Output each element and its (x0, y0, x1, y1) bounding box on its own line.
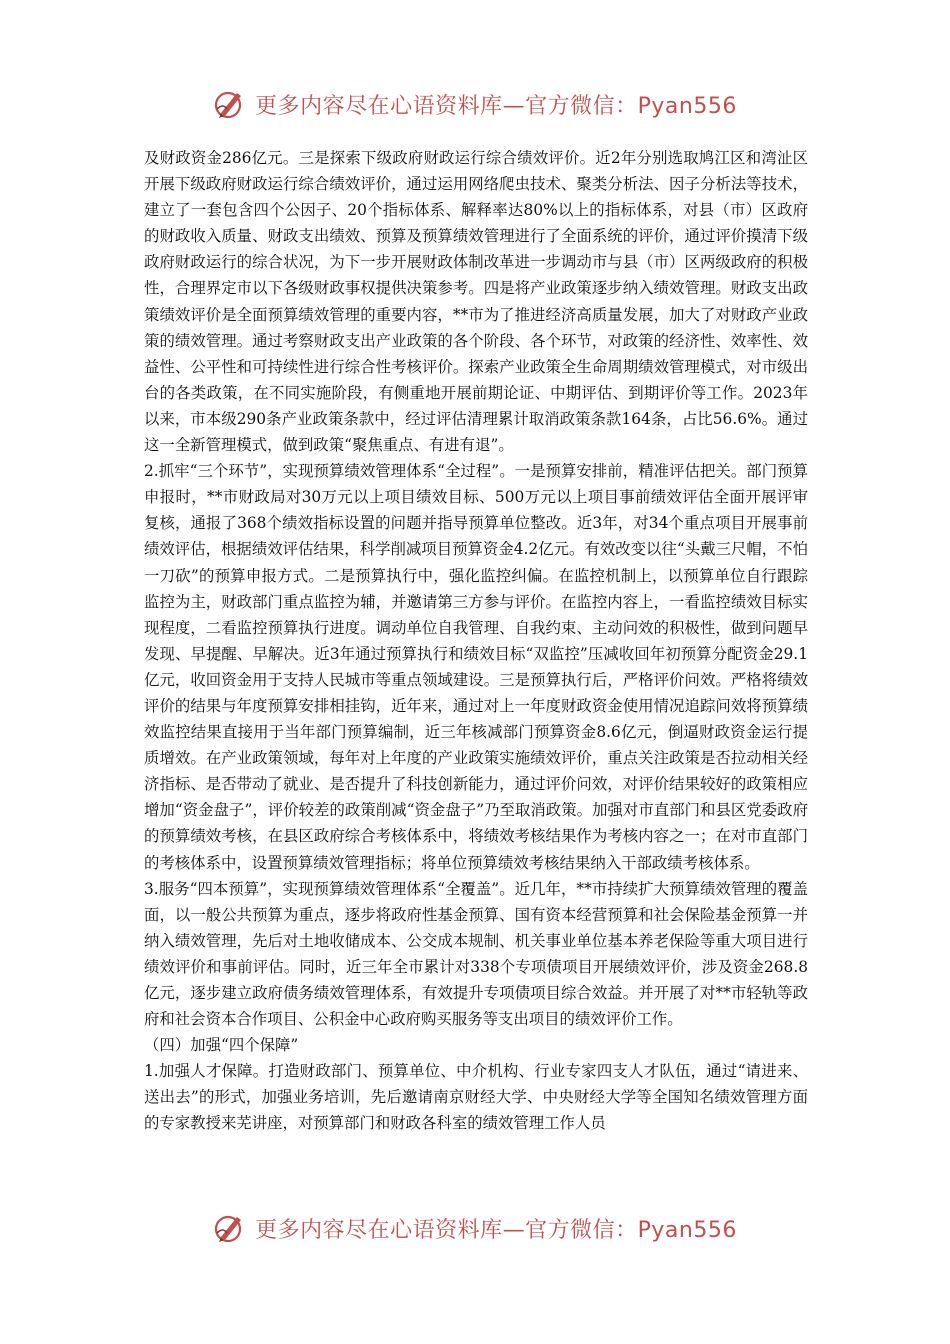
watermark-text: 更多内容尽在心语资料库—官方微信：Pyan556 (255, 93, 737, 119)
watermark-banner-bottom (0, 1208, 950, 1248)
pen-logo-icon (213, 87, 247, 121)
watermark-text: 更多内容尽在心语资料库—官方微信：Pyan556 (255, 1217, 737, 1243)
paragraph-4: 1.加强人才保障。打造财政部门、预算单位、中介机构、行业专家四支人才队伍，通过“请进来、送出去”的形式，加强业务培训，先后邀请南京财经大学、中央财经大学等全国知名绩效管理方面的专家教授来芜讲座，对预算部门和财政各科室的绩效管理工作人员 (144, 1062, 808, 1133)
paragraph-3: 3.服务“四本预算”，实现预算绩效管理体系“全覆盖”。近几年，**市持续扩大预算绩效管理的覆盖面，以一般公共预算为重点，逐步将政府性基金预算、国有资本经营预算和社会保险基金预算一并纳入绩效管理，先后对土地收储成本、公交成本规制、机关事业单位基本养老保险等重大项目进行绩效评价和事前评估。同时，近三年全市累计对338个专项债项目开展绩效评价，涉及资金268.8亿元，逐步建立政府债务绩效管理体系，有效提升专项债项目综合效益。并开展了对**市轻轨等政府和社会资本合作项目、公积金中心政府购买服务等支出项目的绩效评价工作。 (144, 879, 808, 1029)
paragraph-1: 及财政资金286亿元。三是探索下级政府财政运行综合绩效评价。近2年分别选取鸠江区和湾沚区开展下级政府财政运行综合绩效评价，通过运用网络爬虫技术、聚类分析法、因子分析法等技术，建立了一套包含四个公因子、20个指标体系、解释率达80%以上的指标体系，对县（市）区政府的财政收入质量、财政支出绩效、预算及预算绩效管理进行了全面系统的评价，通过评价摸清下级政府财政运行的综合状况，为下一步开展财政体制改革进一步调动市与县（市）区两级政府的积极性，合理界定市以下各级财政事权提供决策参考。四是将产业政策逐步纳入绩效管理。财政支出政策绩效评价是全面预算绩效管理的重要内容，**市为了推进经济高质量发展，加大了对财政产业政策的绩效管理。通过考察财政支出产业政策的各个阶段、各个环节，对政策的经济性、效率性、效益性、公平性和可持续性进行综合性考核评价。探索产业政策全生命周期绩效管理模式，对市级出台的各类政策，在不同实施阶段，有侧重地开展前期论证、中期评估、到期评价等工作。2023年以来，市本级290条产业政策条款中，经过评估清理累计取消政策条款164条，占比56.6%。通过这一全新管理模式，做到政策“聚焦重点、有进有退”。 (144, 149, 808, 455)
document-body (144, 145, 808, 1137)
section-heading: （四）加强“四个保障” (144, 1036, 299, 1055)
pen-logo-icon (213, 1211, 247, 1245)
paragraph-2: 2.抓牢“三个环节”，实现预算绩效管理体系“全过程”。一是预算安排前，精准评估把关。部门预算申报时，**市财政局对30万元以上项目绩效目标、500万元以上项目事前绩效评估全面开展评审复核，通报了368个绩效指标设置的问题并指导预算单位整改。近3年，对34个重点项目开展事前绩效评估，根据绩效评估结果，科学削减项目预算资金4.2亿元。有效改变以往“头戴三尺帽，不怕一刀砍”的预算申报方式。二是预算执行中，强化监控纠偏。在监控机制上，以预算单位自行跟踪监控为主，财政部门重点监控为辅，并邀请第三方参与评价。在监控内容上，一看监控绩效目标实现程度，二看监控预算执行进度。调动单位自我管理、自我约束、主动问效的积极性，做到问题早发现、早提醒、早解决。近3年通过预算执行和绩效目标“双监控”压减收回年初预算分配资金29.1亿元，收回资金用于支持人民城市等重点领域建设。三是预算执行后，严格评价问效。严格将绩效评价的结果与年度预算安排相挂钩，近年来，通过对上一年度财政资金使用情况追踪问效将预算绩效监控结果直接用于当年部门预算编制，近三年核减部门预算资金8.6亿元，倒逼财政资金运行提质增效。在产业政策领域，每年对上年度的产业政策实施绩效评价，重点关注政策是否拉动相关经济指标、是否带动了就业、是否提升了科技创新能力，通过评价问效，对评价结果较好的政策相应增加“资金盘子”，评价较差的政策削减“资金盘子”乃至取消政策。加强对市直部门和县区党委政府的预算绩效考核，在县区政府综合考核体系中，将绩效考核结果作为考核内容之一；在对市直部门的考核体系中，设置预算绩效管理指标；将单位预算绩效考核结果纳入干部政绩考核体系。 (144, 462, 808, 872)
watermark-banner-top (0, 84, 950, 124)
